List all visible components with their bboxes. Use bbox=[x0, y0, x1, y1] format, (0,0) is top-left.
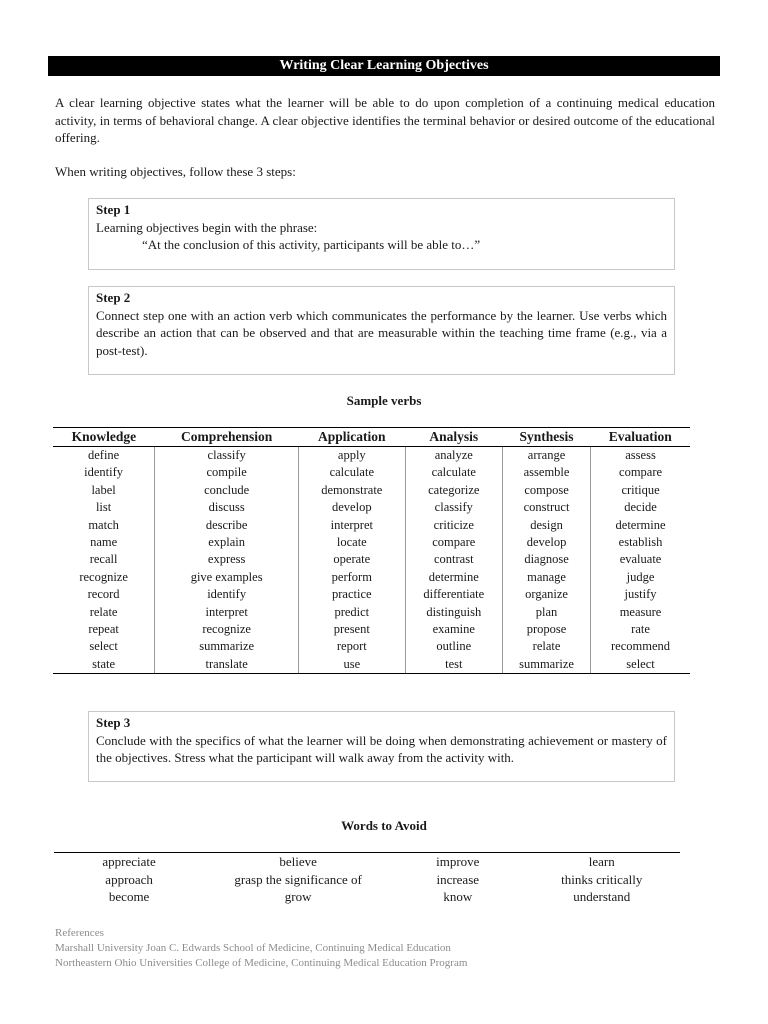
avoid-word-cell: know bbox=[443, 889, 473, 904]
table-row bbox=[54, 853, 680, 871]
verb-cell: relate bbox=[503, 638, 591, 655]
verb-cell: organize bbox=[503, 586, 591, 603]
verb-cell: relate bbox=[89, 604, 118, 619]
step3-text: Conclude with the specifics of what the learner will be doing when demonstrating achievement or mastery of the objectives. Stress what the participant will walk away from the activity with. bbox=[96, 732, 667, 765]
verb-cell: calculate bbox=[405, 464, 503, 481]
sample-verbs-header-row bbox=[53, 428, 690, 447]
verb-cell: critique bbox=[591, 482, 690, 499]
step2-box bbox=[88, 286, 675, 375]
table-row bbox=[53, 517, 690, 534]
avoid-word-cell: learn bbox=[588, 854, 615, 869]
verb-cell: summarize bbox=[155, 638, 299, 655]
verb-cell: label bbox=[91, 482, 116, 497]
column-header-evaluation: Evaluation bbox=[591, 428, 690, 447]
verb-cell: state bbox=[53, 656, 155, 674]
verb-cell: compare bbox=[405, 534, 503, 551]
verb-cell: diagnose bbox=[503, 551, 591, 568]
verb-cell: analyze bbox=[405, 447, 503, 465]
verb-cell: develop bbox=[299, 499, 405, 516]
verb-cell: define bbox=[87, 448, 120, 462]
verb-cell: summarize bbox=[503, 656, 591, 674]
verb-cell: construct bbox=[503, 499, 591, 516]
table-row bbox=[53, 551, 690, 568]
verb-cell: evaluate bbox=[591, 551, 690, 568]
table-row bbox=[54, 871, 680, 889]
verb-cell: distinguish bbox=[405, 604, 503, 621]
step1-quote: “At the conclusion of this activity, participants will be able to…” bbox=[142, 237, 481, 252]
verb-cell: classify bbox=[155, 447, 299, 465]
references bbox=[55, 926, 467, 971]
verb-cell: describe bbox=[155, 517, 299, 534]
avoid-word-cell: grow bbox=[284, 889, 312, 904]
verb-cell: test bbox=[405, 656, 503, 674]
step1-box bbox=[88, 198, 675, 270]
verb-cell: recognize bbox=[155, 621, 299, 638]
verb-cell: justify bbox=[591, 586, 690, 603]
avoid-word-cell: improve bbox=[436, 854, 480, 869]
table-row bbox=[53, 638, 690, 655]
verb-cell: locate bbox=[299, 534, 405, 551]
verb-cell: recall bbox=[89, 552, 118, 567]
verb-cell: present bbox=[299, 621, 405, 638]
step2-label: Step 2 bbox=[96, 290, 131, 305]
verb-cell: conclude bbox=[155, 482, 299, 499]
verb-cell: recognize bbox=[79, 569, 128, 584]
verb-cell: demonstrate bbox=[299, 482, 405, 499]
verb-cell: report bbox=[299, 638, 405, 655]
step3-box bbox=[88, 711, 675, 782]
table-row bbox=[53, 499, 690, 516]
verb-cell: perform bbox=[299, 569, 405, 586]
verb-cell: repeat bbox=[88, 622, 119, 637]
step2-text: Connect step one with an action verb which communicates the performance by the learner. Use verbs which describe an action that can be observed and that are measurable within the teaching time frame (e.g., via a post-test). bbox=[96, 307, 667, 358]
verb-cell: predict bbox=[299, 604, 405, 621]
table-row bbox=[54, 888, 680, 906]
avoid-word-cell: understand bbox=[573, 889, 631, 904]
table-row bbox=[53, 447, 690, 465]
steps-intro: When writing objectives, follow these 3 steps: bbox=[55, 164, 296, 179]
table-row bbox=[53, 534, 690, 551]
verb-cell: interpret bbox=[299, 517, 405, 534]
verb-cell: give examples bbox=[155, 569, 299, 586]
step1-label: Step 1 bbox=[96, 202, 131, 217]
reference-item: Marshall University Joan C. Edwards School of Medicine, Continuing Medical Education bbox=[55, 942, 451, 954]
reference-item: Northeastern Ohio Universities College of Medicine, Continuing Medical Education Program bbox=[55, 957, 468, 969]
verb-cell: determine bbox=[405, 569, 503, 586]
avoid-word-cell: approach bbox=[105, 871, 153, 887]
verb-cell: translate bbox=[155, 656, 299, 674]
verb-cell: recommend bbox=[591, 638, 690, 655]
table-row bbox=[53, 569, 690, 586]
column-header-comprehension: Comprehension bbox=[155, 428, 299, 447]
verb-cell: interpret bbox=[155, 604, 299, 621]
verb-cell: assess bbox=[591, 447, 690, 465]
verb-cell: judge bbox=[591, 569, 690, 586]
verb-cell: express bbox=[155, 551, 299, 568]
verb-cell: outline bbox=[405, 638, 503, 655]
verb-cell: explain bbox=[155, 534, 299, 551]
verb-cell: match bbox=[88, 517, 119, 532]
table-row bbox=[53, 656, 690, 674]
verb-cell: propose bbox=[503, 621, 591, 638]
table-row bbox=[53, 482, 690, 499]
verb-cell: classify bbox=[405, 499, 503, 516]
table-row bbox=[53, 621, 690, 638]
verb-cell: rate bbox=[591, 621, 690, 638]
words-to-avoid-heading: Words to Avoid bbox=[341, 818, 427, 833]
verb-cell: compose bbox=[503, 482, 591, 499]
sample-verbs-heading: Sample verbs bbox=[346, 393, 422, 408]
verb-cell: select bbox=[591, 656, 690, 674]
verb-cell: assemble bbox=[503, 464, 591, 481]
table-row bbox=[53, 586, 690, 603]
verb-cell: examine bbox=[405, 621, 503, 638]
sample-verbs-table bbox=[53, 427, 690, 674]
references-label: References bbox=[55, 927, 104, 939]
verb-cell: identify bbox=[84, 465, 124, 480]
verb-cell: use bbox=[299, 656, 405, 674]
page-title: Writing Clear Learning Objectives bbox=[48, 56, 720, 76]
verb-cell: contrast bbox=[405, 551, 503, 568]
intro-paragraph: A clear learning objective states what the learner will be able to do upon completion of a continuing medical education activity, in terms of behavioral change. A clear objective identifies the terminal behavior or desired outcome of the educational offering. bbox=[55, 95, 715, 145]
column-header-application: Application bbox=[299, 428, 405, 447]
avoid-word-cell: thinks critically bbox=[561, 871, 643, 887]
verb-cell: measure bbox=[591, 604, 690, 621]
verb-cell: arrange bbox=[503, 447, 591, 465]
avoid-word-cell: grasp the significance of bbox=[234, 871, 362, 887]
verb-cell: criticize bbox=[405, 517, 503, 534]
verb-cell: operate bbox=[299, 551, 405, 568]
verb-cell: select bbox=[89, 639, 118, 654]
verb-cell: apply bbox=[299, 447, 405, 465]
verb-cell: plan bbox=[503, 604, 591, 621]
verb-cell: determine bbox=[591, 517, 690, 534]
avoid-word-cell: become bbox=[108, 889, 150, 904]
verb-cell: name bbox=[90, 535, 118, 550]
verb-cell: develop bbox=[503, 534, 591, 551]
verb-cell: record bbox=[87, 587, 120, 602]
verb-cell: identify bbox=[155, 586, 299, 603]
words-to-avoid-table bbox=[54, 852, 680, 906]
column-header-analysis: Analysis bbox=[405, 428, 503, 447]
column-header-knowledge: Knowledge bbox=[53, 428, 155, 447]
verb-cell: practice bbox=[299, 586, 405, 603]
verb-cell: manage bbox=[503, 569, 591, 586]
verb-cell: calculate bbox=[299, 464, 405, 481]
step1-line: Learning objectives begin with the phrase: bbox=[96, 219, 318, 235]
verb-cell: categorize bbox=[405, 482, 503, 499]
avoid-word-cell: increase bbox=[436, 871, 480, 887]
verb-cell: decide bbox=[591, 499, 690, 516]
column-header-synthesis: Synthesis bbox=[503, 428, 591, 447]
verb-cell: design bbox=[503, 517, 591, 534]
verb-cell: compile bbox=[155, 464, 299, 481]
verb-cell: compare bbox=[591, 464, 690, 481]
verb-cell: discuss bbox=[155, 499, 299, 516]
table-row bbox=[53, 604, 690, 621]
avoid-word-cell: appreciate bbox=[102, 854, 156, 869]
avoid-word-cell: believe bbox=[279, 854, 317, 869]
verb-cell: establish bbox=[591, 534, 690, 551]
table-row bbox=[53, 464, 690, 481]
verb-cell: differentiate bbox=[405, 586, 503, 603]
verb-cell: list bbox=[95, 500, 112, 515]
step3-label: Step 3 bbox=[96, 715, 131, 730]
